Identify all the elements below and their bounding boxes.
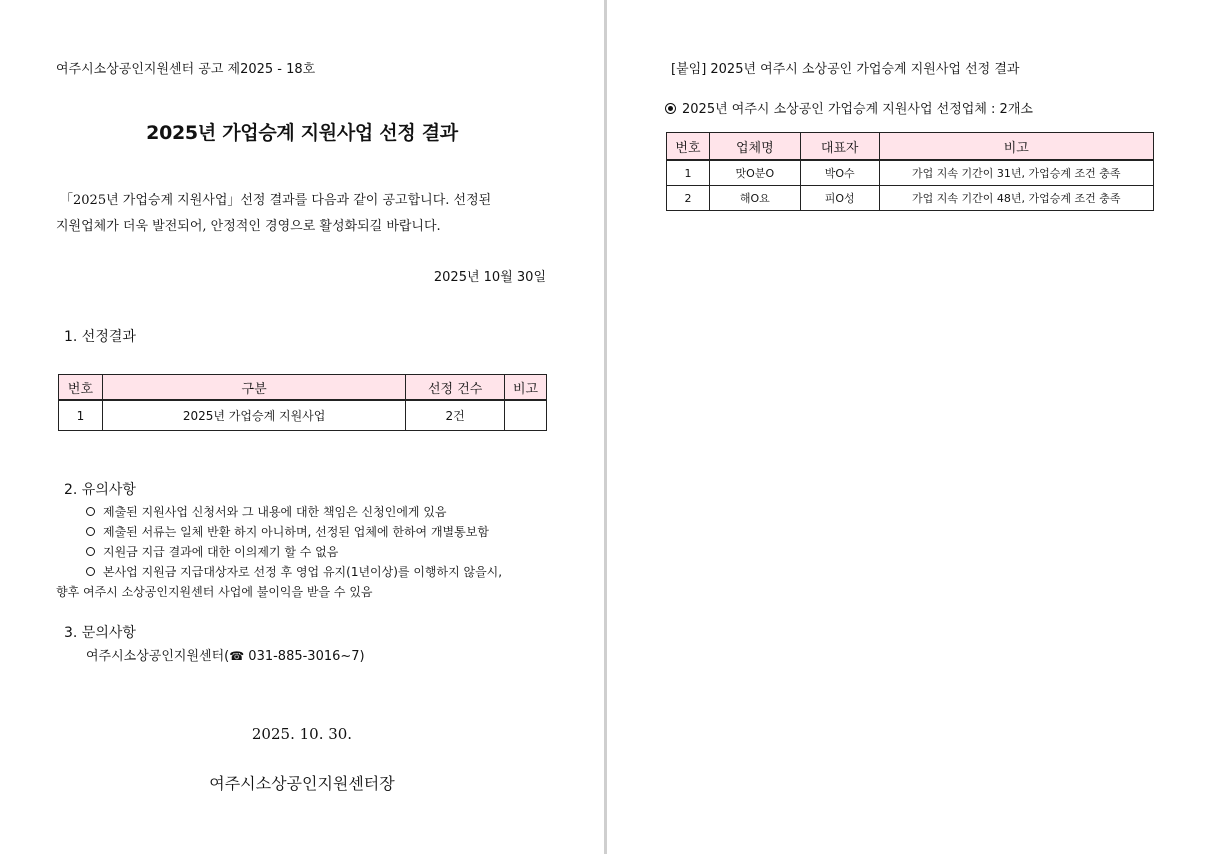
intro-paragraph	[56, 188, 548, 240]
bullseye-icon	[665, 103, 676, 114]
contact-info: 여주시소상공인지원센터(☎ 031-885-3016~7)	[86, 649, 365, 664]
table-cell: 1	[59, 400, 103, 431]
table-row	[667, 160, 1154, 186]
attachment-subtitle: 2025년 여주시 소상공인 가업승계 지원사업 선정업체 : 2개소	[665, 98, 1033, 117]
table-cell: 피O성	[800, 186, 879, 211]
section-title-notes: 2. 유의사항	[64, 482, 136, 498]
table-row	[667, 186, 1154, 211]
table-cell: 가업 지속 기간이 31년, 가업승계 조건 충족	[879, 160, 1153, 186]
announcement-page	[0, 0, 604, 854]
column-header: 번호	[667, 133, 710, 161]
table-cell: 2	[667, 186, 710, 211]
column-header: 비고	[879, 133, 1153, 161]
signature-date: 2025. 10. 30.	[251, 725, 353, 743]
column-header: 번호	[59, 375, 103, 401]
column-header: 선정 건수	[406, 375, 505, 401]
circle-bullet-icon	[86, 547, 95, 556]
table-cell: 가업 지속 기간이 48년, 가업승계 조건 충족	[879, 186, 1153, 211]
list-item: 지원금 지급 결과에 대한 이의제기 할 수 없음	[86, 542, 502, 562]
results-table	[58, 374, 547, 431]
table-cell: 해O요	[709, 186, 800, 211]
table-cell	[505, 400, 547, 431]
list-item: 본사업 지원금 지급대상자로 선정 후 영업 유지(1년이상)를 이행하지 않을시,	[86, 562, 502, 582]
table-cell: 2025년 가업승계 지원사업	[102, 400, 405, 431]
notes-list	[56, 502, 503, 602]
signature-organization: 여주시소상공인지원센터장	[209, 774, 395, 793]
table-row	[59, 400, 547, 431]
table-header-row	[59, 375, 547, 401]
phone-icon: ☎	[229, 649, 245, 663]
notice-number: 여주시소상공인지원센터 공고 제2025 - 18호	[56, 62, 316, 77]
column-header: 대표자	[800, 133, 879, 161]
list-item: 제출된 지원사업 신청서와 그 내용에 대한 책임은 신청인에게 있음	[86, 502, 502, 522]
section-title-contact: 3. 문의사항	[64, 625, 136, 641]
attachment-page	[607, 0, 1212, 854]
table-header-row	[667, 133, 1154, 161]
list-item: 제출된 서류는 일체 반환 하지 아니하며, 선정된 업체에 한하여 개별통보함	[86, 522, 502, 542]
section-title-results: 1. 선정결과	[64, 329, 136, 345]
intro-date: 2025년 10월 30일	[433, 270, 546, 285]
column-header: 비고	[505, 375, 547, 401]
table-cell: 2건	[406, 400, 505, 431]
list-item-continuation: 향후 여주시 소상공인지원센터 사업에 불이익을 받을 수 있음	[56, 585, 373, 599]
circle-bullet-icon	[86, 567, 95, 576]
circle-bullet-icon	[86, 507, 95, 516]
intro-line: 「2025년 가업승계 지원사업」선정 결과를 다음과 같이 공고합니다. 선정된	[60, 193, 492, 208]
selected-companies-table	[666, 132, 1154, 211]
page-title: 2025년 가업승계 지원사업 선정 결과	[146, 122, 458, 144]
attachment-title: [붙임] 2025년 여주시 소상공인 가업승계 지원사업 선정 결과	[671, 62, 1020, 77]
column-header: 구분	[102, 375, 405, 401]
table-cell: 박O수	[800, 160, 879, 186]
column-header: 업체명	[709, 133, 800, 161]
table-cell: 1	[667, 160, 710, 186]
intro-line: 지원업체가 더욱 발전되어, 안정적인 경영으로 활성화되길 바랍니다.	[56, 219, 441, 234]
circle-bullet-icon	[86, 527, 95, 536]
table-cell: 맛O분O	[709, 160, 800, 186]
